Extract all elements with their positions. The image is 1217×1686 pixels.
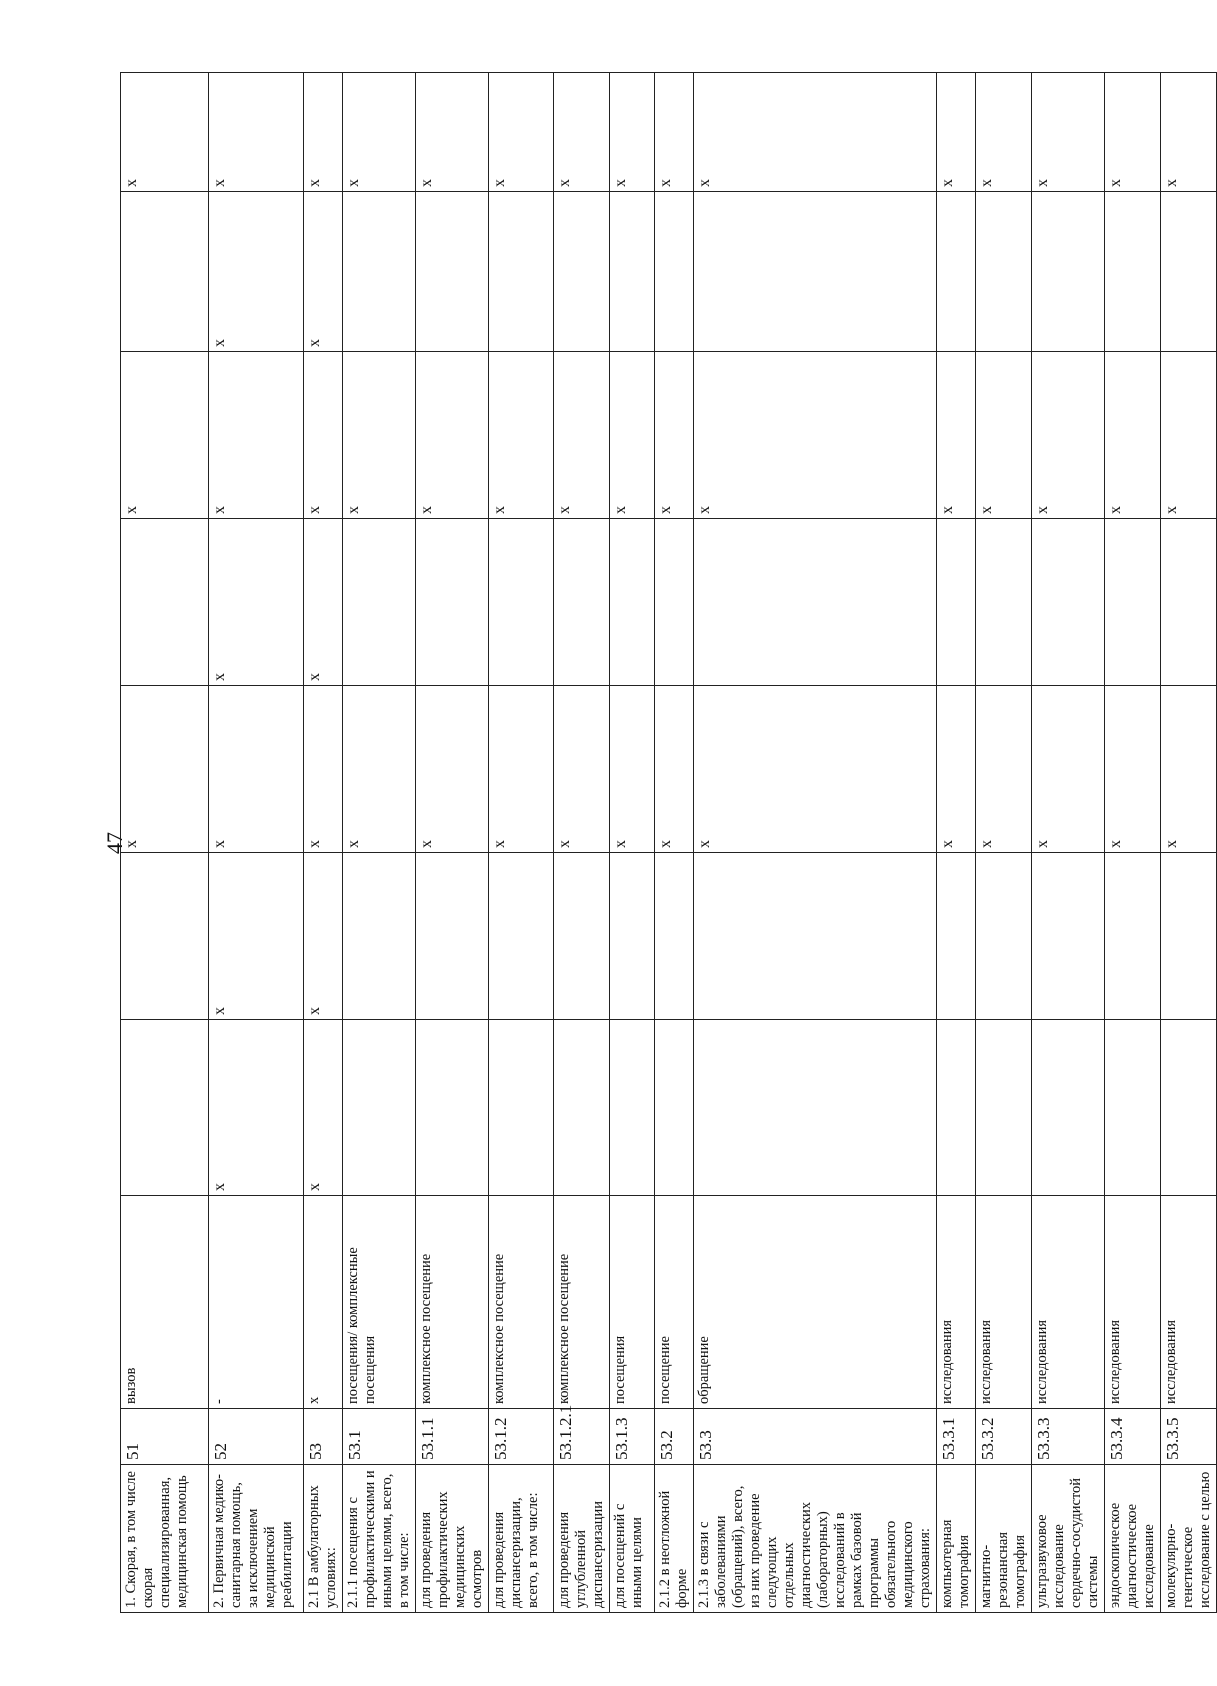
- value-cell: [1032, 519, 1105, 686]
- value-cell: [1161, 853, 1217, 1020]
- value-cell: x: [1105, 73, 1161, 192]
- value-cell: [610, 853, 655, 1020]
- value-cell: x: [554, 73, 610, 192]
- row-name-cell: для проведения углубленной диспансеризации: [554, 1465, 610, 1613]
- value-cell: x: [655, 686, 694, 853]
- row-name-cell: эндоскопическое диагностическое исследование: [1105, 1465, 1161, 1613]
- value-cell: [694, 519, 937, 686]
- rotated-table-container: [120, 73, 1213, 1613]
- table-row: [1161, 73, 1217, 1613]
- row-name-cell: 2.1.1 посещения с профилактическими и иными целями, всего, в том числе:: [343, 1465, 416, 1613]
- value-cell: [694, 1020, 937, 1196]
- value-cell: [1032, 192, 1105, 352]
- row-name-cell: для проведения диспансеризации, всего, в том числе:: [489, 1465, 554, 1613]
- value-cell: [554, 192, 610, 352]
- table-row: [937, 73, 976, 1613]
- value-cell: [937, 1020, 976, 1196]
- value-cell: [694, 192, 937, 352]
- value-cell: x: [1105, 686, 1161, 853]
- value-cell: x: [694, 352, 937, 519]
- value-cell: [976, 853, 1032, 1020]
- table-row: [489, 73, 554, 1613]
- value-cell: x: [416, 352, 489, 519]
- row-name-cell: 1. Скорая, в том числе скорая специализированная, медицинская помощь: [121, 1465, 209, 1613]
- row-code-cell: 51: [121, 1409, 209, 1465]
- value-cell: [610, 519, 655, 686]
- value-cell: x: [976, 352, 1032, 519]
- value-cell: x: [304, 352, 343, 519]
- value-cell: x: [304, 192, 343, 352]
- row-code-cell: 53: [304, 1409, 343, 1465]
- row-unit-cell: комплексное посещение: [554, 1196, 610, 1409]
- value-cell: x: [694, 73, 937, 192]
- value-cell: x: [209, 686, 304, 853]
- value-cell: [121, 192, 209, 352]
- row-name-cell: 2.1.2 в неотложной форме: [655, 1465, 694, 1613]
- value-cell: x: [209, 519, 304, 686]
- value-cell: [937, 853, 976, 1020]
- row-name-cell: 2.1 В амбулаторных условиях:: [304, 1465, 343, 1613]
- value-cell: x: [304, 686, 343, 853]
- row-name-cell: для посещений с иными целями: [610, 1465, 655, 1613]
- value-cell: x: [937, 352, 976, 519]
- value-cell: x: [1032, 686, 1105, 853]
- value-cell: x: [1105, 352, 1161, 519]
- value-cell: [655, 192, 694, 352]
- value-cell: [1032, 1020, 1105, 1196]
- value-cell: [416, 519, 489, 686]
- value-cell: [554, 1020, 610, 1196]
- value-cell: x: [343, 73, 416, 192]
- value-cell: [416, 192, 489, 352]
- value-cell: [655, 1020, 694, 1196]
- value-cell: x: [610, 73, 655, 192]
- row-code-cell: 53.3: [694, 1409, 937, 1465]
- value-cell: x: [209, 1020, 304, 1196]
- value-cell: [416, 1020, 489, 1196]
- value-cell: [1032, 853, 1105, 1020]
- value-cell: [694, 853, 937, 1020]
- value-cell: [489, 1020, 554, 1196]
- value-cell: [937, 192, 976, 352]
- value-cell: x: [304, 73, 343, 192]
- row-name-cell: магнитно-резонансная томография: [976, 1465, 1032, 1613]
- value-cell: x: [416, 686, 489, 853]
- value-cell: x: [209, 192, 304, 352]
- value-cell: [1105, 853, 1161, 1020]
- value-cell: [1161, 519, 1217, 686]
- row-unit-cell: исследования: [1161, 1196, 1217, 1409]
- value-cell: [976, 519, 1032, 686]
- row-unit-cell: -: [209, 1196, 304, 1409]
- row-name-cell: 2. Первичная медико-санитарная помощь, за исключением медицинской реабилитации: [209, 1465, 304, 1613]
- row-name-cell: ультразвуковое исследование сердечно-сосудистой системы: [1032, 1465, 1105, 1613]
- page-number: 47: [102, 832, 127, 854]
- row-unit-cell: комплексное посещение: [489, 1196, 554, 1409]
- row-unit-cell: посещение: [655, 1196, 694, 1409]
- value-cell: [610, 192, 655, 352]
- value-cell: x: [937, 686, 976, 853]
- value-cell: [554, 519, 610, 686]
- value-cell: x: [610, 352, 655, 519]
- value-cell: [937, 519, 976, 686]
- row-code-cell: 53.1.3: [610, 1409, 655, 1465]
- value-cell: [554, 853, 610, 1020]
- row-unit-cell: посещения/ комплексные посещения: [343, 1196, 416, 1409]
- row-code-cell: 53.1.1: [416, 1409, 489, 1465]
- value-cell: x: [489, 73, 554, 192]
- value-cell: x: [209, 73, 304, 192]
- value-cell: x: [694, 686, 937, 853]
- value-cell: [655, 853, 694, 1020]
- table-row: [610, 73, 655, 1613]
- value-cell: x: [610, 686, 655, 853]
- value-cell: [343, 519, 416, 686]
- row-unit-cell: вызов: [121, 1196, 209, 1409]
- value-cell: x: [304, 853, 343, 1020]
- row-code-cell: 53.3.4: [1105, 1409, 1161, 1465]
- value-cell: x: [489, 686, 554, 853]
- value-cell: x: [121, 73, 209, 192]
- value-cell: x: [304, 519, 343, 686]
- value-cell: [343, 192, 416, 352]
- table-body: [121, 73, 1217, 1613]
- row-unit-cell: комплексное посещение: [416, 1196, 489, 1409]
- row-code-cell: 52: [209, 1409, 304, 1465]
- value-cell: x: [489, 352, 554, 519]
- row-unit-cell: посещения: [610, 1196, 655, 1409]
- row-unit-cell: x: [304, 1196, 343, 1409]
- row-code-cell: 53.1.2.1: [554, 1409, 610, 1465]
- row-code-cell: 53.3.1: [937, 1409, 976, 1465]
- value-cell: x: [937, 73, 976, 192]
- table-row: [121, 73, 209, 1613]
- row-code-cell: 53.1.2: [489, 1409, 554, 1465]
- value-cell: [343, 1020, 416, 1196]
- value-cell: x: [1032, 352, 1105, 519]
- value-cell: x: [554, 686, 610, 853]
- table-row: [655, 73, 694, 1613]
- value-cell: x: [1161, 73, 1217, 192]
- value-cell: x: [1161, 352, 1217, 519]
- row-code-cell: 53.1: [343, 1409, 416, 1465]
- value-cell: [976, 1020, 1032, 1196]
- value-cell: [1105, 1020, 1161, 1196]
- value-cell: [416, 853, 489, 1020]
- value-cell: x: [121, 686, 209, 853]
- table-row: [209, 73, 304, 1613]
- row-code-cell: 53.2: [655, 1409, 694, 1465]
- value-cell: [1161, 1020, 1217, 1196]
- value-cell: [489, 519, 554, 686]
- value-cell: [489, 853, 554, 1020]
- row-unit-cell: исследования: [976, 1196, 1032, 1409]
- value-cell: x: [1032, 73, 1105, 192]
- table-row: [304, 73, 343, 1613]
- table-row: [1032, 73, 1105, 1613]
- value-cell: x: [343, 352, 416, 519]
- value-cell: x: [1161, 686, 1217, 853]
- table-row: [976, 73, 1032, 1613]
- row-unit-cell: исследования: [937, 1196, 976, 1409]
- value-cell: [343, 853, 416, 1020]
- table-row: [416, 73, 489, 1613]
- value-cell: x: [209, 853, 304, 1020]
- value-cell: x: [121, 352, 209, 519]
- value-cell: [1105, 192, 1161, 352]
- value-cell: [610, 1020, 655, 1196]
- value-cell: x: [554, 352, 610, 519]
- value-cell: x: [655, 73, 694, 192]
- value-cell: [121, 519, 209, 686]
- row-unit-cell: обращение: [694, 1196, 937, 1409]
- value-cell: x: [976, 686, 1032, 853]
- value-cell: [489, 192, 554, 352]
- program-volume-table: [120, 72, 1217, 1613]
- row-unit-cell: исследования: [1032, 1196, 1105, 1409]
- value-cell: x: [209, 352, 304, 519]
- value-cell: x: [655, 352, 694, 519]
- row-code-cell: 53.3.2: [976, 1409, 1032, 1465]
- value-cell: x: [976, 73, 1032, 192]
- row-name-cell: молекулярно-генетическое исследование с целью: [1161, 1465, 1217, 1613]
- table-row: [343, 73, 416, 1613]
- row-unit-cell: исследования: [1105, 1196, 1161, 1409]
- value-cell: [655, 519, 694, 686]
- row-name-cell: для проведения профилактических медицинских осмотров: [416, 1465, 489, 1613]
- value-cell: x: [343, 686, 416, 853]
- value-cell: [121, 1020, 209, 1196]
- table-row: [1105, 73, 1161, 1613]
- value-cell: [1105, 519, 1161, 686]
- table-row: [694, 73, 937, 1613]
- value-cell: x: [304, 1020, 343, 1196]
- row-name-cell: компьютерная томография: [937, 1465, 976, 1613]
- value-cell: [121, 853, 209, 1020]
- row-name-cell: 2.1.3 в связи с заболеваниями (обращений), всего, из них проведение следующих отдельных диагностических (лабораторных) исследований в рамках базовой программы обязательного медицинского страхования:: [694, 1465, 937, 1613]
- value-cell: [1161, 192, 1217, 352]
- row-code-cell: 53.3.3: [1032, 1409, 1105, 1465]
- value-cell: x: [416, 73, 489, 192]
- value-cell: [976, 192, 1032, 352]
- table-row: [554, 73, 610, 1613]
- row-code-cell: 53.3.5: [1161, 1409, 1217, 1465]
